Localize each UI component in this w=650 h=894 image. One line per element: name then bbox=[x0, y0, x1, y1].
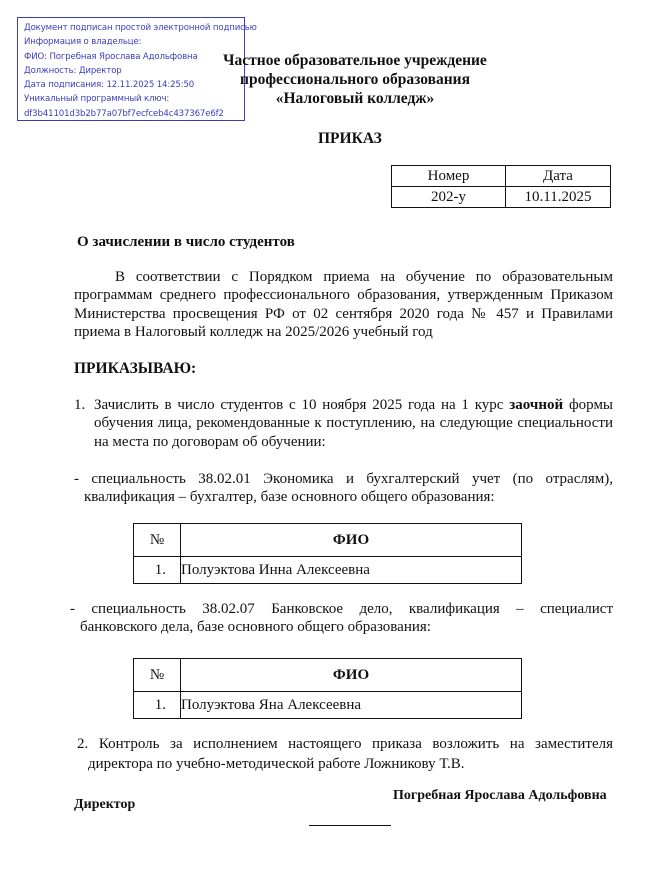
students-table-2 bbox=[133, 658, 522, 719]
specialty-1-rest: квалификация – бухгалтер, базе основного общего образования: bbox=[84, 489, 495, 506]
preamble-paragraph bbox=[74, 268, 613, 342]
signature-line bbox=[309, 825, 391, 826]
date-header: Дата bbox=[506, 166, 611, 187]
item-1-rest: обучения лица, рекомендованные к поступлению, на следующие специальности на места по договорам об обучении: bbox=[94, 415, 613, 450]
row-number: 1. bbox=[134, 557, 181, 584]
column-header-fio: ФИО bbox=[181, 524, 522, 557]
students-table-1 bbox=[133, 523, 522, 584]
item-1-text-end: формы bbox=[563, 397, 614, 413]
order-number-table bbox=[391, 165, 611, 208]
signatory-name: Погребная Ярослава Адольфовна bbox=[393, 788, 607, 803]
specialty-2 bbox=[70, 600, 613, 637]
students-table-1-header bbox=[134, 524, 522, 557]
item-1-text-start: Зачислить в число студентов с 10 ноября 2025 года на 1 курс bbox=[94, 397, 510, 413]
org-line-1: Частное образовательное учреждение bbox=[223, 52, 487, 69]
student-name: Полуэктова Яна Алексеевна bbox=[181, 692, 522, 719]
order-number: 202-у bbox=[392, 187, 506, 208]
students-table-2-header bbox=[134, 659, 522, 692]
number-header: Номер bbox=[392, 166, 506, 187]
organization-name bbox=[195, 51, 515, 108]
specialty-2-first-line: - специальность 38.02.07 Банковское дело, квалификация – специалист bbox=[70, 601, 613, 617]
order-number-header-row bbox=[392, 166, 611, 187]
specialty-1-first-line: - специальность 38.02.01 Экономика и бухгалтерский учет (по отраслям), bbox=[74, 471, 613, 487]
item-1-number: 1. bbox=[74, 397, 86, 413]
item-2-line-1: 2. Контроль за исполнением настоящего приказа возложить на заместителя bbox=[77, 736, 613, 752]
stamp-line-title: Документ подписан простой электронной подписью bbox=[24, 23, 257, 33]
orders-heading: ПРИКАЗЫВАЮ: bbox=[74, 360, 197, 377]
table-row bbox=[134, 692, 522, 719]
stamp-line-key-label: Уникальный программный ключ: bbox=[24, 94, 170, 105]
stamp-line-key: df3b41101d3b2b77a07bf7ecfceb4c437367e6f2 bbox=[24, 108, 224, 119]
item-1-body bbox=[94, 396, 613, 451]
column-header-number: № bbox=[134, 659, 181, 692]
column-header-number: № bbox=[134, 524, 181, 557]
org-line-3: «Налоговый колледж» bbox=[275, 90, 435, 107]
stamp-line-name: ФИО: Погребная Ярослава Адольфовна bbox=[24, 51, 198, 62]
specialty-1 bbox=[74, 470, 613, 507]
row-number: 1. bbox=[134, 692, 181, 719]
item-2-line-2: директора по учебно-методической работе Ложникову Т.В. bbox=[88, 755, 465, 772]
item-1-first-line bbox=[94, 396, 613, 414]
stamp-line-date: Дата подписания: 12.11.2025 14:25:50 bbox=[24, 80, 195, 91]
signatory-role: Директор bbox=[74, 797, 136, 812]
table-row bbox=[134, 557, 522, 584]
preamble-text: В соответствии с Порядком приема на обучение по образовательным программам среднего профессионального образования, утвержденным Приказом Министерства просвещения РФ от 02 сентября 2020 года № 457 и Правилами приема в Налоговый колледж на 2025/2026 учебный год bbox=[74, 269, 613, 341]
specialty-2-rest: банковского дела, базе основного общего образования: bbox=[80, 619, 431, 636]
stamp-line-owner-info: Информация о владельце: bbox=[24, 37, 142, 48]
org-line-2: профессионального образования bbox=[240, 71, 470, 88]
document-title: ПРИКАЗ bbox=[318, 130, 382, 147]
order-date: 10.11.2025 bbox=[506, 187, 611, 208]
order-item-1 bbox=[74, 396, 613, 451]
order-item-2 bbox=[77, 735, 613, 774]
order-number-value-row bbox=[392, 187, 611, 208]
order-subject: О зачислении в число студентов bbox=[77, 234, 295, 250]
item-1-study-form: заочной bbox=[509, 397, 564, 413]
student-name: Полуэктова Инна Алексеевна bbox=[181, 557, 522, 584]
column-header-fio: ФИО bbox=[181, 659, 522, 692]
stamp-line-position: Должность: Директор bbox=[24, 65, 122, 76]
